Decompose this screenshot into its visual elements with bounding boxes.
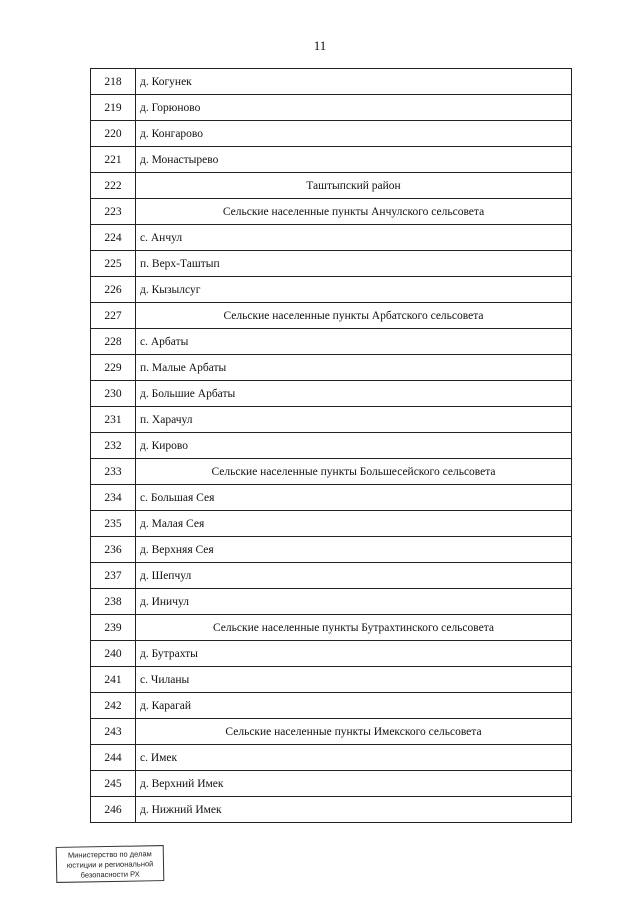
row-number: 232	[91, 433, 136, 459]
table-row	[91, 511, 572, 537]
row-number: 223	[91, 199, 136, 225]
row-number: 243	[91, 719, 136, 745]
row-number: 239	[91, 615, 136, 641]
table-row	[91, 693, 572, 719]
table-row	[91, 433, 572, 459]
table-row	[91, 563, 572, 589]
row-number: 221	[91, 147, 136, 173]
row-number: 225	[91, 251, 136, 277]
settlement-name: д. Кирово	[136, 433, 572, 459]
stamp-line: безопасности РХ	[80, 869, 140, 880]
table-row	[91, 537, 572, 563]
row-number: 234	[91, 485, 136, 511]
table-row	[91, 485, 572, 511]
settlement-name: д. Карагай	[136, 693, 572, 719]
section-title: Таштыпский район	[136, 173, 572, 199]
table-row	[91, 329, 572, 355]
row-number: 242	[91, 693, 136, 719]
settlement-name: д. Когунек	[136, 69, 572, 95]
row-number: 237	[91, 563, 136, 589]
row-number: 218	[91, 69, 136, 95]
section-title: Сельские населенные пункты Арбатского сельсовета	[136, 303, 572, 329]
table-row	[91, 95, 572, 121]
section-header-row	[91, 719, 572, 745]
section-title: Сельские населенные пункты Имекского сельсовета	[136, 719, 572, 745]
table-row	[91, 589, 572, 615]
row-number: 230	[91, 381, 136, 407]
row-number: 231	[91, 407, 136, 433]
settlement-name: с. Анчул	[136, 225, 572, 251]
settlement-name: п. Малые Арбаты	[136, 355, 572, 381]
ministry-stamp	[56, 845, 165, 883]
row-number: 236	[91, 537, 136, 563]
row-number: 227	[91, 303, 136, 329]
row-number: 240	[91, 641, 136, 667]
row-number: 229	[91, 355, 136, 381]
settlement-name: д. Малая Сея	[136, 511, 572, 537]
row-number: 226	[91, 277, 136, 303]
table-row	[91, 797, 572, 823]
settlement-name: п. Харачул	[136, 407, 572, 433]
settlement-name: д. Конгарово	[136, 121, 572, 147]
row-number: 220	[91, 121, 136, 147]
settlement-name: п. Верх-Таштып	[136, 251, 572, 277]
stamp-line: Министерство по делам	[67, 849, 152, 860]
section-header-row	[91, 459, 572, 485]
row-number: 241	[91, 667, 136, 693]
settlement-name: д. Нижний Имек	[136, 797, 572, 823]
settlement-name: с. Чиланы	[136, 667, 572, 693]
row-number: 238	[91, 589, 136, 615]
settlement-name: д. Горюново	[136, 95, 572, 121]
table-row	[91, 745, 572, 771]
table-row	[91, 667, 572, 693]
section-header-row	[91, 303, 572, 329]
row-number: 224	[91, 225, 136, 251]
table-row	[91, 641, 572, 667]
stamp-line: юстиции и региональной	[66, 859, 154, 870]
table-row	[91, 381, 572, 407]
table-row	[91, 121, 572, 147]
row-number: 222	[91, 173, 136, 199]
table-row	[91, 355, 572, 381]
row-number: 246	[91, 797, 136, 823]
settlement-name: с. Имек	[136, 745, 572, 771]
settlement-name: д. Бутрахты	[136, 641, 572, 667]
settlement-name: д. Верхний Имек	[136, 771, 572, 797]
settlement-name: д. Монастырево	[136, 147, 572, 173]
settlements-table	[90, 68, 572, 823]
table-row	[91, 771, 572, 797]
settlement-name: с. Арбаты	[136, 329, 572, 355]
table-row	[91, 69, 572, 95]
settlement-name: д. Верхняя Сея	[136, 537, 572, 563]
row-number: 235	[91, 511, 136, 537]
settlement-name: д. Иничул	[136, 589, 572, 615]
settlement-name: д. Шепчул	[136, 563, 572, 589]
settlement-name: д. Кызылсуг	[136, 277, 572, 303]
row-number: 245	[91, 771, 136, 797]
section-header-row	[91, 615, 572, 641]
page-number: 11	[313, 38, 327, 53]
row-number: 244	[91, 745, 136, 771]
table-body	[91, 69, 572, 823]
row-number: 228	[91, 329, 136, 355]
table-row	[91, 147, 572, 173]
section-header-row	[91, 173, 572, 199]
table-row	[91, 225, 572, 251]
section-title: Сельские населенные пункты Анчулского сельсовета	[136, 199, 572, 225]
row-number: 233	[91, 459, 136, 485]
section-title: Сельские населенные пункты Большесейского сельсовета	[136, 459, 572, 485]
settlement-name: с. Большая Сея	[136, 485, 572, 511]
table-row	[91, 251, 572, 277]
row-number: 219	[91, 95, 136, 121]
table-row	[91, 277, 572, 303]
table-row	[91, 407, 572, 433]
section-title: Сельские населенные пункты Бутрахтинского сельсовета	[136, 615, 572, 641]
section-header-row	[91, 199, 572, 225]
settlement-name: д. Большие Арбаты	[136, 381, 572, 407]
